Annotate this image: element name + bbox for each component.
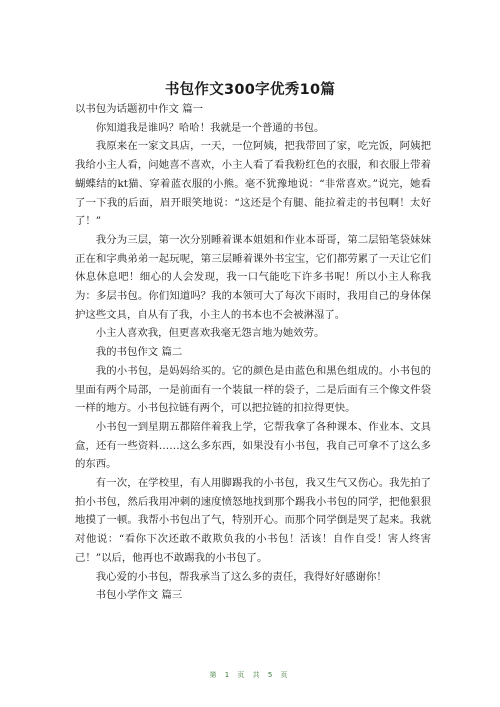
document-title: 书包作文300字优秀10篇 [164, 82, 336, 98]
section-heading: 以书包为话题初中作文 篇一 [75, 103, 203, 115]
paragraph: 我的小书包，是妈妈给买的。它的颜色是由蓝色和黑色组成的。小书包的里面有两个局部，一是前面有一个装鼠一样的袋子，二是后面有三个像文件袋一样的地方。小书包拉链有两个，可以把拉链的扣拉得更快。 [75, 364, 431, 415]
paragraph: 小主人喜欢我，但更喜欢我毫无怨言地为她效劳。 [95, 327, 325, 340]
paragraph: 有一次，在学校里，有人用脚踢我的小书包，我又生气又伤心。我先拍了拍小书包，然后我用冲刺的速度愤怒地找到那个踢我小书包的同学，把他狠狠地摸了一顿。我帮小书包出了气，特别开心。而那个同学倒是哭了起来。我就对他说：“看你下次还敢不敢欺负我的小书包！活该！自作自受！害人终害己！”以后，他再也不敢踢我的小书包了。 [75, 477, 431, 564]
paragraph: 我原来在一家文具店，一天，一位阿姨，把我带回了家，吃完饭，阿姨把我给小主人看，问她喜不喜欢，小主人看了看我粉红色的衣服，和衣服上带着蝴蝶结的kt猫、穿着蓝衣服的小熊。毫不犹豫地说：“非常喜欢。”说完，她看了一下我的后面，眉开眼笑地说：“这还是个有腿、能拉着走的书包啊！太好了！” [75, 140, 431, 228]
document-body [75, 100, 431, 605]
section-heading: 我的书包作文 篇二 [95, 346, 183, 359]
section-heading: 书包小学作文 篇三 [95, 589, 183, 602]
paragraph: 小书包一到星期五都陪伴着我上学，它帮我拿了各种课本、作业本、文具盒，还有一些资料……这么多东西，如果没有小书包，我自己可拿不了这么多的东西。 [75, 420, 431, 471]
paragraph: 你知道我是谁吗？哈哈！我就是一个普通的书包。 [95, 121, 325, 134]
paragraph: 我分为三层，第一次分别睡着课本姐姐和作业本哥哥，第二层铅笔袋妹妹正在和字典弟弟一起玩呢，第三层睡着课外书宝宝，它们都劳累了一天让它们休息休息吧！细心的人会发现，我一口气能吃下许多书呢！所以小主人称我为：多层书包。你们知道吗？我的本领可大了每次下雨时，我用自己的身体保护这些文具，自从有了我，小主人的书本也不会被淋湿了。 [75, 233, 431, 321]
paragraph: 我心爱的小书包，帮我承当了这么多的责任，我得好好感谢你！ [95, 570, 387, 583]
page-number-footer: 第 1 页 共 5 页 [209, 671, 291, 679]
